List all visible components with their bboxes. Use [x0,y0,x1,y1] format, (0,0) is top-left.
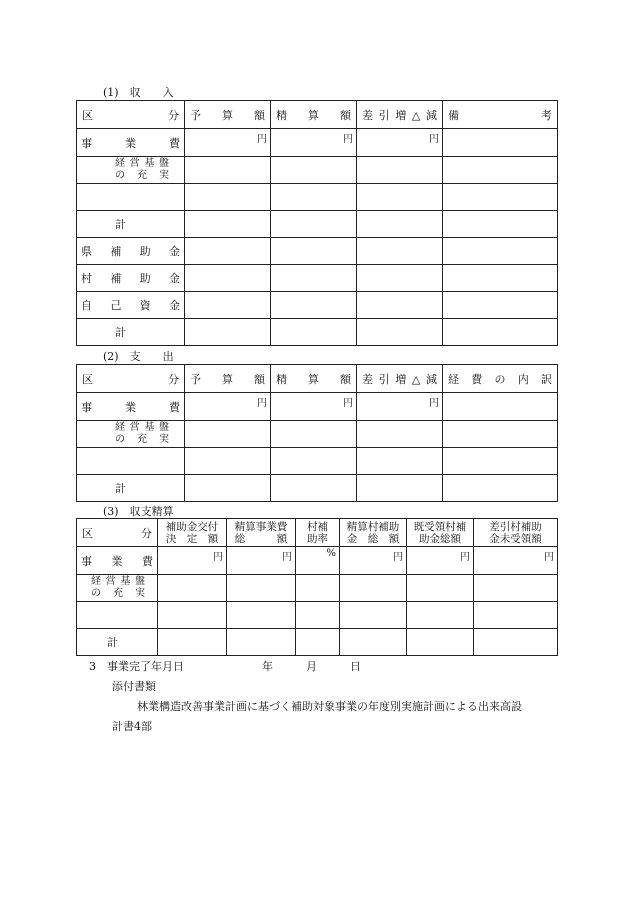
unit-percent: % [296,547,340,575]
row-village-subsidy: 村補助金 [77,265,185,292]
header-budget: 予算額 [185,365,271,393]
row-total: 計 [77,319,185,346]
attachments-title: 添付書類 [112,680,156,693]
row-project-cost: 事業費 [77,393,185,421]
header-settlement: 精算額 [271,365,357,393]
attachments-line-2: 計書4部 [112,720,152,733]
header-remarks: 備考 [443,101,558,129]
section-1-title: (1) 収 入 [103,86,174,99]
expenditure-table [76,364,558,502]
section-2-title: (2) 支 出 [103,350,174,363]
header-received-subsidy: 既受領村補 助金総額 [407,519,474,547]
header-category: 区 分 [77,101,185,129]
row-own-funds: 自己資金 [77,292,185,319]
header-budget: 予算額 [185,101,271,129]
header-category: 区 分 [77,519,158,547]
header-unreceived-subsidy: 差引村補助 金未受領額 [474,519,558,547]
unit-yen: 円 [340,547,407,575]
row-project-cost: 事業費 [77,129,185,157]
completion-date-label: 3 事業完了年月日 [89,660,184,673]
row-total: 計 [77,629,158,656]
row-prefecture-subsidy: 県補助金 [77,238,185,265]
unit-yen: 円 [474,547,558,575]
unit-yen: 円 [271,129,357,157]
unit-yen: 円 [357,129,443,157]
header-difference: 差引増△減 [357,101,443,129]
row-project-cost: 事業費 [77,547,158,575]
unit-yen: 円 [185,393,271,421]
attachments-line-1: 林業構造改善事業計画に基づく補助対象事業の年度別実施計画による出来高設 [137,700,522,713]
header-settled-cost: 精算事業費 総 額 [227,519,296,547]
unit-yen: 円 [185,129,271,157]
header-grant-decision: 補助金交付 決 定 額 [158,519,227,547]
unit-yen: 円 [407,547,474,575]
unit-yen: 円 [357,393,443,421]
header-subsidy-rate: 村補 助率 [296,519,340,547]
section-3-title: (3) 収支精算 [103,505,174,518]
income-table [76,100,558,346]
row-management-base: 経営基盤 の充実 [77,575,158,602]
header-expense-breakdown: 経費の内訳 [443,365,558,393]
row-management-base: 経営基盤 の充実 [77,157,185,184]
settlement-table [76,518,558,656]
header-category: 区 分 [77,365,185,393]
unit-yen: 円 [227,547,296,575]
completion-date-blank: 年 月 日 [262,660,361,673]
unit-yen: 円 [271,393,357,421]
row-subtotal: 計 [77,211,185,238]
header-settled-village-subsidy: 精算村補助 金 総 額 [340,519,407,547]
header-difference: 差引増△減 [357,365,443,393]
unit-yen: 円 [158,547,227,575]
row-management-base: 経営基盤 の充実 [77,421,185,448]
row-subtotal: 計 [77,475,185,502]
header-settlement: 精算額 [271,101,357,129]
